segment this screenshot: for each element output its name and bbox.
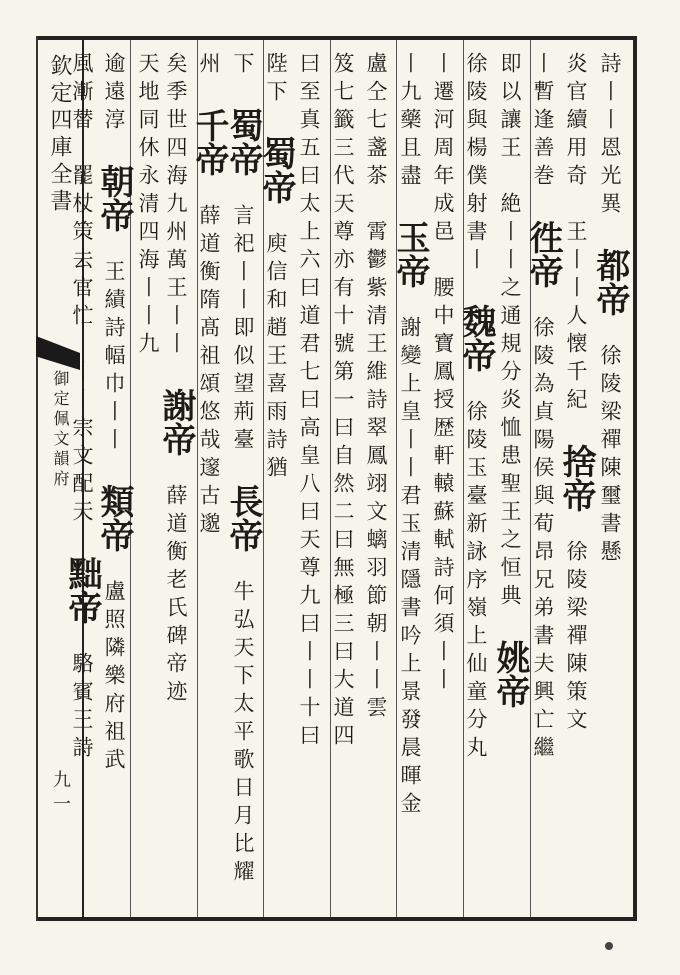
text-run: 丨九藥且盡 [398, 52, 422, 192]
text-run: 言祀丨丨即似望荊臺 [231, 204, 255, 456]
text-run: 徐陵梁禪陳璽書懸 [598, 344, 622, 568]
headword: 魏帝 [456, 304, 496, 372]
text-run: 王丨丨人懐千紀 [564, 220, 588, 416]
text-run: 駱賓王詩 [70, 652, 94, 764]
text-run: 矣季世四海九州萬王丨丨 [164, 52, 188, 360]
headword: 千帝 [189, 108, 229, 176]
headword: 類帝 [94, 484, 134, 552]
text-run: 風漸替 [70, 52, 94, 136]
text-run: 霄鬱紫清王維詩翠鳳翊文螭羽節朝丨丨雲 [364, 220, 388, 724]
text-run: 即以讓王 [498, 52, 522, 164]
text-run: 盧照隣樂府祖武 [102, 580, 126, 776]
headword: 謝帝 [156, 388, 196, 456]
text-column-17 [58, 52, 106, 914]
headword: 姚帝 [490, 640, 530, 708]
headword: 玉帝 [390, 220, 430, 288]
text-run: 逾遠淳 [102, 52, 126, 136]
headword: 黜帝 [62, 556, 102, 624]
headword: 朝帝 [94, 164, 134, 232]
page-number: 九一 [50, 770, 71, 818]
text-run: 薛道衡老氏碑帝迹 [164, 484, 188, 708]
ink-dot [605, 942, 613, 950]
text-run: 腰中寶鳳授歴軒轅蘇軾詩何須丨丨 [431, 276, 455, 696]
text-run: 牛弘天下太平歌日月比耀 [231, 580, 255, 888]
text-run: 丨暫逢善巻 [531, 52, 555, 192]
headword: 捨帝 [556, 444, 596, 512]
headword: 徃帝 [523, 220, 563, 288]
headword: 蜀帝 [256, 136, 296, 204]
text-run: 詩丨丨恩光異 [598, 52, 622, 220]
text-run: 謝變上皇丨丨君玉清隱書吟上景發晨暉金 [398, 316, 422, 820]
text-run: 徐陵與楊僕射書丨 [464, 52, 488, 276]
text-run: 陛下 [264, 52, 288, 108]
text-run: 丨丨宗文配天 [70, 360, 94, 528]
headword: 蜀帝 [223, 108, 263, 176]
text-run: 庾信和趙王喜雨詩猶 [264, 232, 288, 484]
text-run: 州 [197, 52, 221, 80]
frame-bottom-border [36, 917, 636, 921]
book-subtitle: 御定佩文韻府 [51, 370, 70, 490]
text-run: 薛道衡隋髙祖頌悠哉邃古邈 [197, 204, 221, 540]
headword: 都帝 [590, 248, 630, 316]
text-run: 天地同休永清四海丨丨九 [136, 52, 160, 360]
text-run: 徐陵梁禪陳策文 [564, 540, 588, 736]
book-title: 欽定四庫全書 [47, 54, 72, 216]
text-run: 炎官續用奇 [564, 52, 588, 192]
text-run: 下 [231, 52, 255, 80]
text-run: 曰至真五曰太上六曰道君七曰高皇八曰天尊九曰丨丨十曰 [297, 52, 321, 752]
text-run: 絶丨丨之通規分炎恤患聖王之恒典 [498, 192, 522, 612]
frame-top-border [36, 36, 636, 40]
headword: 長帝 [223, 484, 263, 552]
text-run: 王績詩幅巾丨丨 [102, 260, 126, 456]
text-run: 盧仝七盞茶 [364, 52, 388, 192]
text-run: 丨遷河周年成邑 [431, 52, 455, 248]
text-run: 罷杖策去官忙 [70, 164, 94, 332]
text-run: 笈七籤三代天尊亦有十號第一曰自然二曰無極三曰大道四 [331, 52, 355, 752]
text-run: 徐陵為貞陽侯與荀昂兄弟書夫興亡繼 [531, 316, 555, 764]
text-run: 徐陵玉臺新詠序嶺上仙童分丸 [464, 400, 488, 764]
